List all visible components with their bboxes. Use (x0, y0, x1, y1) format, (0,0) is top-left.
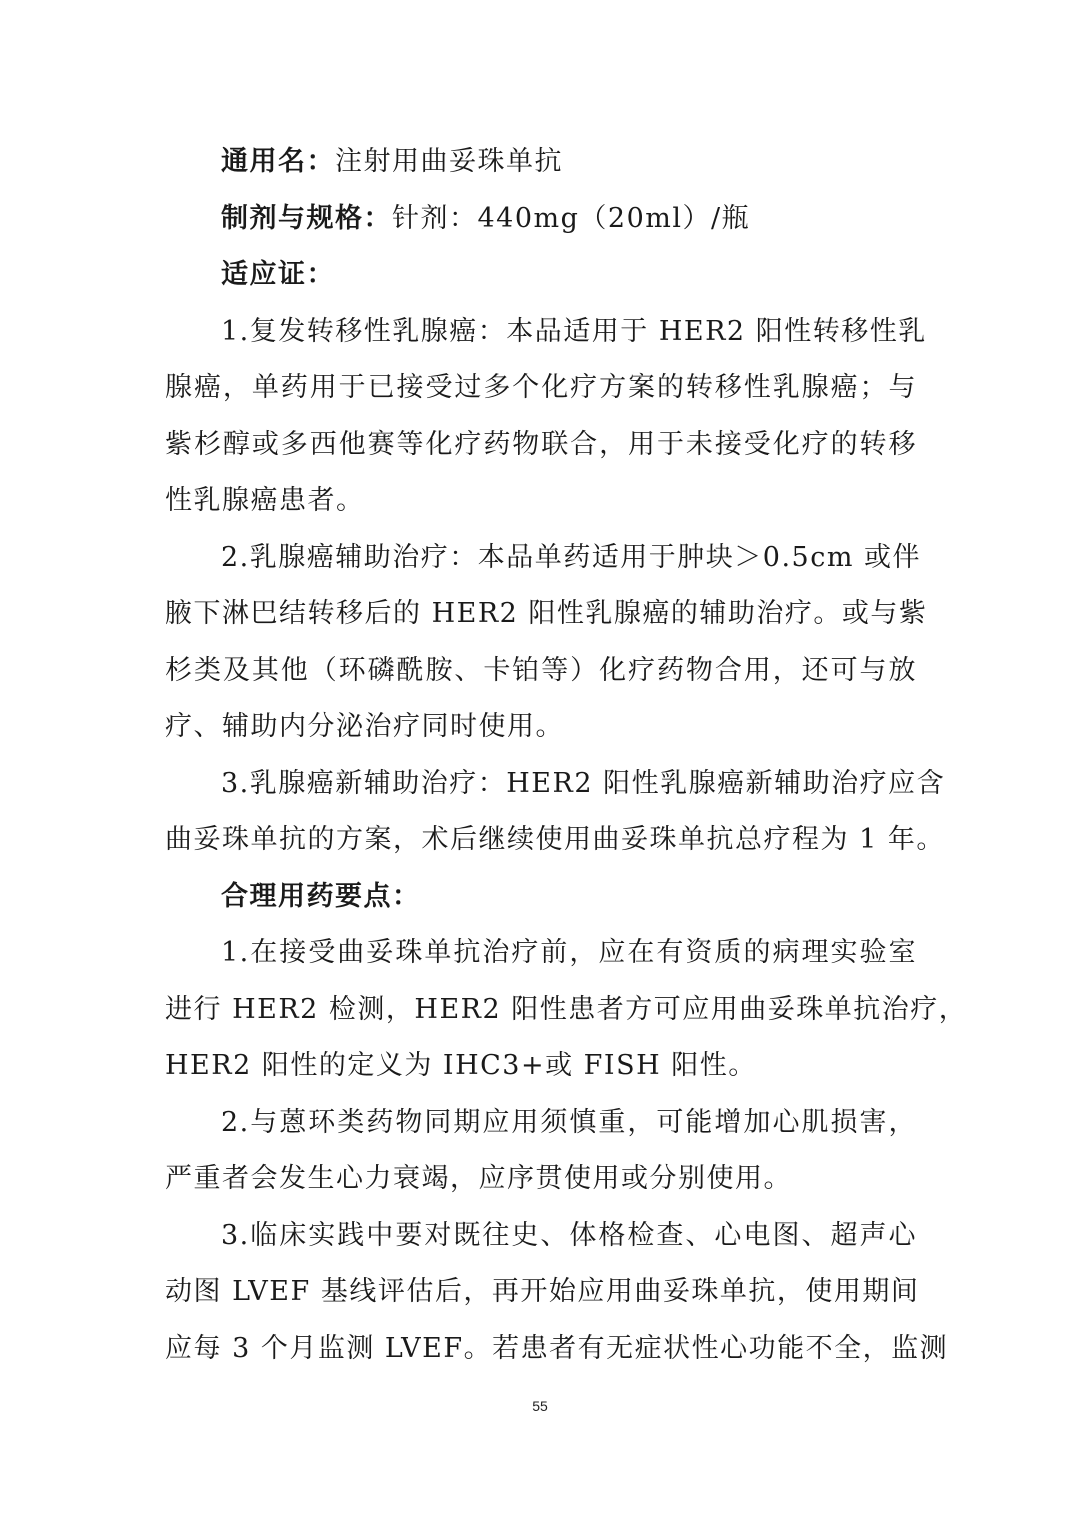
paragraph-line: 3.临床实践中要对既往史、体格检查、心电图、超声心 (221, 1219, 917, 1251)
indication-item (165, 530, 928, 756)
document-body (165, 134, 968, 1377)
rational-use-item (165, 1095, 917, 1208)
formulation-row (165, 191, 917, 248)
paragraph-line: HER2 阳性的定义为 IHC3+或 FISH 阳性。 (165, 1050, 757, 1081)
indication-item (165, 756, 946, 869)
rational-use-list (165, 925, 968, 1377)
generic-name-value: 注射用曲妥珠单抗 (335, 146, 563, 177)
page-number: 55 (532, 1398, 548, 1414)
paragraph-line: 3.乳腺癌新辅助治疗：HER2 阳性乳腺癌新辅助治疗应含 (221, 767, 946, 799)
paragraph-line: 严重者会发生心力衰竭，应序贯使用或分别使用。 (165, 1163, 792, 1194)
formulation-value: 针剂：440mg（20ml）/瓶 (392, 202, 751, 234)
paragraph-line: 1.复发转移性乳腺癌：本品适用于 HER2 阳性转移性乳 (221, 315, 927, 347)
generic-name-label: 通用名： (221, 146, 335, 177)
paragraph-line: 性乳腺癌患者。 (165, 485, 365, 516)
paragraph-line: 紫杉醇或多西他赛等化疗药物联合，用于未接受化疗的转移 (165, 428, 917, 460)
paragraph-line: 应每 3 个月监测 LVEF。若患者有无症状性心功能不全，监测 (165, 1332, 949, 1364)
paragraph-line: 腋下淋巴结转移后的 HER2 阳性乳腺癌的辅助治疗。或与紫 (165, 598, 928, 629)
generic-name-row (165, 134, 917, 191)
paragraph-line: 动图 LVEF 基线评估后，再开始应用曲妥珠单抗，使用期间 (165, 1276, 920, 1307)
rational-use-heading: 合理用药要点： (221, 880, 421, 912)
paragraph-line: 腺癌，单药用于已接受过多个化疗方案的转移性乳腺癌；与 (165, 372, 917, 403)
paragraph-line: 2.与蒽环类药物同期应用须慎重，可能增加心肌损害， (221, 1106, 917, 1138)
formulation-label: 制剂与规格： (221, 202, 392, 234)
paragraph-line: 进行 HER2 检测，HER2 阳性患者方可应用曲妥珠单抗治疗， (165, 993, 968, 1025)
indications-heading: 适应证： (221, 259, 335, 290)
rational-use-item (165, 925, 968, 1095)
paragraph-line: 1.在接受曲妥珠单抗治疗前，应在有资质的病理实验室 (221, 937, 917, 968)
indications-list (165, 304, 946, 869)
paragraph-line: 曲妥珠单抗的方案，术后继续使用曲妥珠单抗总疗程为 1 年。 (165, 824, 945, 855)
paragraph-line: 疗、辅助内分泌治疗同时使用。 (165, 711, 564, 742)
paragraph-line: 杉类及其他（环磷酰胺、卡铂等）化疗药物合用，还可与放 (165, 654, 917, 686)
indication-item (165, 304, 927, 530)
paragraph-line: 2.乳腺癌辅助治疗：本品单药适用于肿块＞0.5cm 或伴 (221, 541, 922, 573)
rational-use-item (165, 1208, 949, 1378)
